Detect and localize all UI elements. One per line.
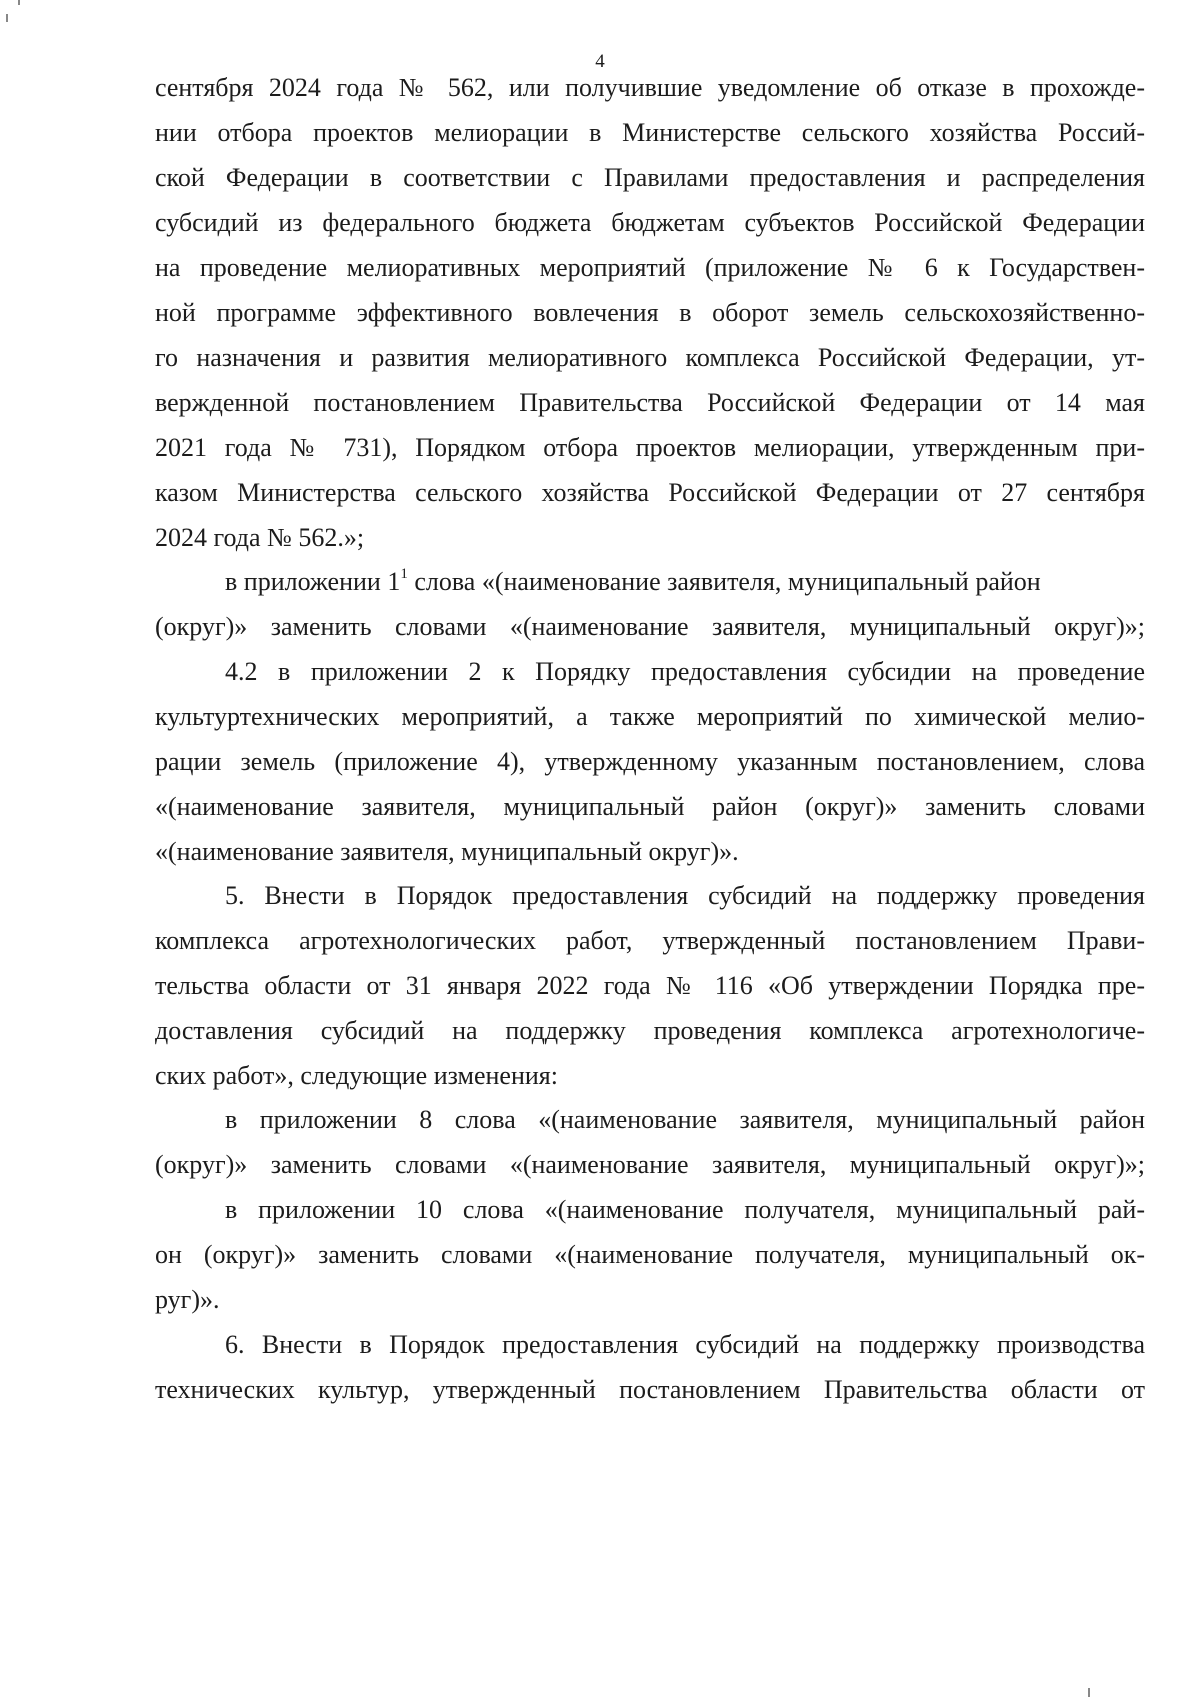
text-line: го назначения и развития мелиоративного комплекса Российской Федерации, ут- — [155, 343, 1145, 372]
text-line: ских работ», следующие изменения: — [155, 1061, 558, 1090]
text-line: 4.2 в приложении 2 к Порядку предоставления субсидии на проведение — [225, 657, 1145, 686]
text-segment: в приложении 1 — [225, 567, 401, 596]
text-line: (округ)» заменить словами «(наименование заявителя, муниципальный округ)»; — [155, 1150, 1145, 1179]
text-line: технических культур, утвержденный постановлением Правительства области от — [155, 1375, 1145, 1404]
text-line: сентября 2024 года № 562, или получившие уведомление об отказе в прохожде- — [155, 73, 1145, 102]
text-line: (округ)» заменить словами «(наименование заявителя, муниципальный округ)»; — [155, 612, 1145, 641]
text-line: вержденной постановлением Правительства Российской Федерации от 14 мая — [155, 388, 1145, 417]
superscript-number: 1 — [400, 566, 408, 583]
text-line: рации земель (приложение 4), утвержденному указанным постановлением, слова — [155, 747, 1145, 776]
text-line: руг)». — [155, 1285, 220, 1314]
text-segment: слова «(наименование заявителя, муниципальный район — [407, 567, 1041, 596]
text-line: он (округ)» заменить словами «(наименование получателя, муниципальный ок- — [155, 1240, 1145, 1269]
text-line: «(наименование заявителя, муниципальный район (округ)» заменить словами — [155, 792, 1145, 821]
text-line: 5. Внести в Порядок предоставления субсидий на поддержку проведения — [225, 881, 1145, 910]
text-line: субсидий из федерального бюджета бюджетам субъектов Российской Федерации — [155, 208, 1145, 237]
scan-artifact — [6, 14, 8, 22]
text-line: культуртехнических мероприятий, а также мероприятий по химической мелио- — [155, 702, 1145, 731]
text-line: нии отбора проектов мелиорации в Министерстве сельского хозяйства Россий- — [155, 118, 1145, 147]
text-line: «(наименование заявителя, муниципальный округ)». — [155, 837, 739, 866]
text-line: доставления субсидий на поддержку проведения комплекса агротехнологиче- — [155, 1016, 1145, 1045]
text-line: в приложении 10 слова «(наименование получателя, муниципальный рай- — [225, 1195, 1145, 1224]
text-line: 2021 года № 731), Порядком отбора проектов мелиорации, утвержденным при- — [155, 433, 1145, 462]
text-line: тельства области от 31 января 2022 года № 116 «Об утверждении Порядка пре- — [155, 971, 1145, 1000]
text-line: 6. Внести в Порядок предоставления субсидий на поддержку производства — [225, 1330, 1145, 1359]
text-line-with-superscript — [225, 564, 1145, 600]
text-line: комплекса агротехнологических работ, утвержденный постановлением Прави- — [155, 926, 1145, 955]
text-line: в приложении 8 слова «(наименование заявителя, муниципальный район — [225, 1105, 1145, 1134]
scan-artifact — [1088, 1688, 1090, 1697]
text-line: на проведение мелиоративных мероприятий (приложение № 6 к Государствен- — [155, 253, 1145, 282]
text-line: казом Министерства сельского хозяйства Российской Федерации от 27 сентября — [155, 478, 1145, 507]
text-line: 2024 года № 562.»; — [155, 523, 365, 552]
text-line: ской Федерации в соответствии с Правилами предоставления и распределения — [155, 163, 1145, 192]
page-number: 4 — [595, 51, 605, 72]
text-line: ной программе эффективного вовлечения в оборот земель сельскохозяйственно- — [155, 298, 1145, 327]
scan-artifact — [18, 0, 20, 5]
